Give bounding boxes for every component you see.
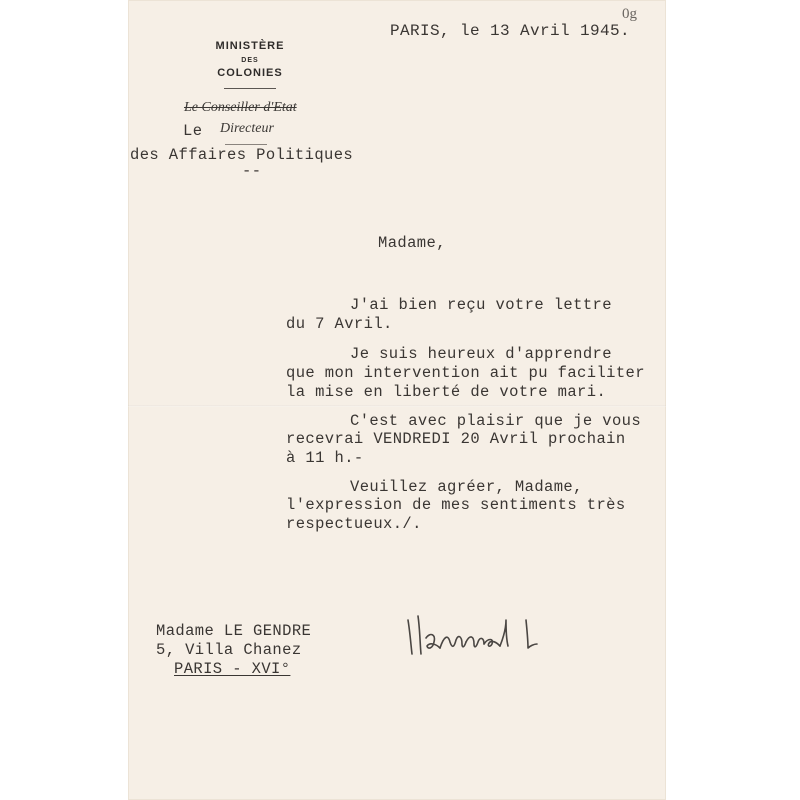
ministry-line2: DES — [241, 57, 259, 64]
body-line: respectueux./. — [286, 515, 422, 533]
dateline: PARIS, le 13 Avril 1945. — [390, 22, 631, 40]
body-line: C'est avec plaisir que je vous — [350, 412, 642, 430]
ministry-line3: COLONIES — [217, 67, 283, 79]
body-line: recevrai VENDREDI 20 Avril prochain — [286, 430, 626, 448]
salutation: Madame, — [378, 234, 446, 252]
body-line: Veuillez agréer, Madame, — [350, 478, 583, 496]
body-line: J'ai bien reçu votre lettre — [350, 296, 612, 314]
letterhead-rule — [224, 88, 276, 89]
director-title: Directeur — [220, 121, 274, 136]
body-line: la mise en liberté de votre mari. — [286, 383, 607, 401]
struck-title: Le Conseiller d'Etat — [184, 100, 297, 115]
recipient-name: Madame LE GENDRE — [156, 622, 312, 640]
paper-fold — [128, 405, 666, 407]
body-line: du 7 Avril. — [286, 315, 393, 333]
department-name: des Affaires Politiques — [130, 146, 354, 164]
body-line: que mon intervention ait pu faciliter — [286, 364, 645, 382]
recipient-city: PARIS - XVI° — [174, 660, 291, 678]
body-line: à 11 h.- — [286, 449, 364, 467]
ministry-line1: MINISTÈRE — [215, 40, 285, 52]
corner-mark: 0g — [622, 6, 637, 22]
signature-image — [400, 602, 550, 662]
body-line: Je suis heureux d'apprendre — [350, 345, 612, 363]
title-rule — [225, 144, 267, 145]
director-prefix: Le — [183, 122, 203, 140]
body-line: l'expression de mes sentiments très — [286, 496, 626, 514]
recipient-street: 5, Villa Chanez — [156, 641, 302, 659]
department-dash: -- — [242, 162, 262, 180]
